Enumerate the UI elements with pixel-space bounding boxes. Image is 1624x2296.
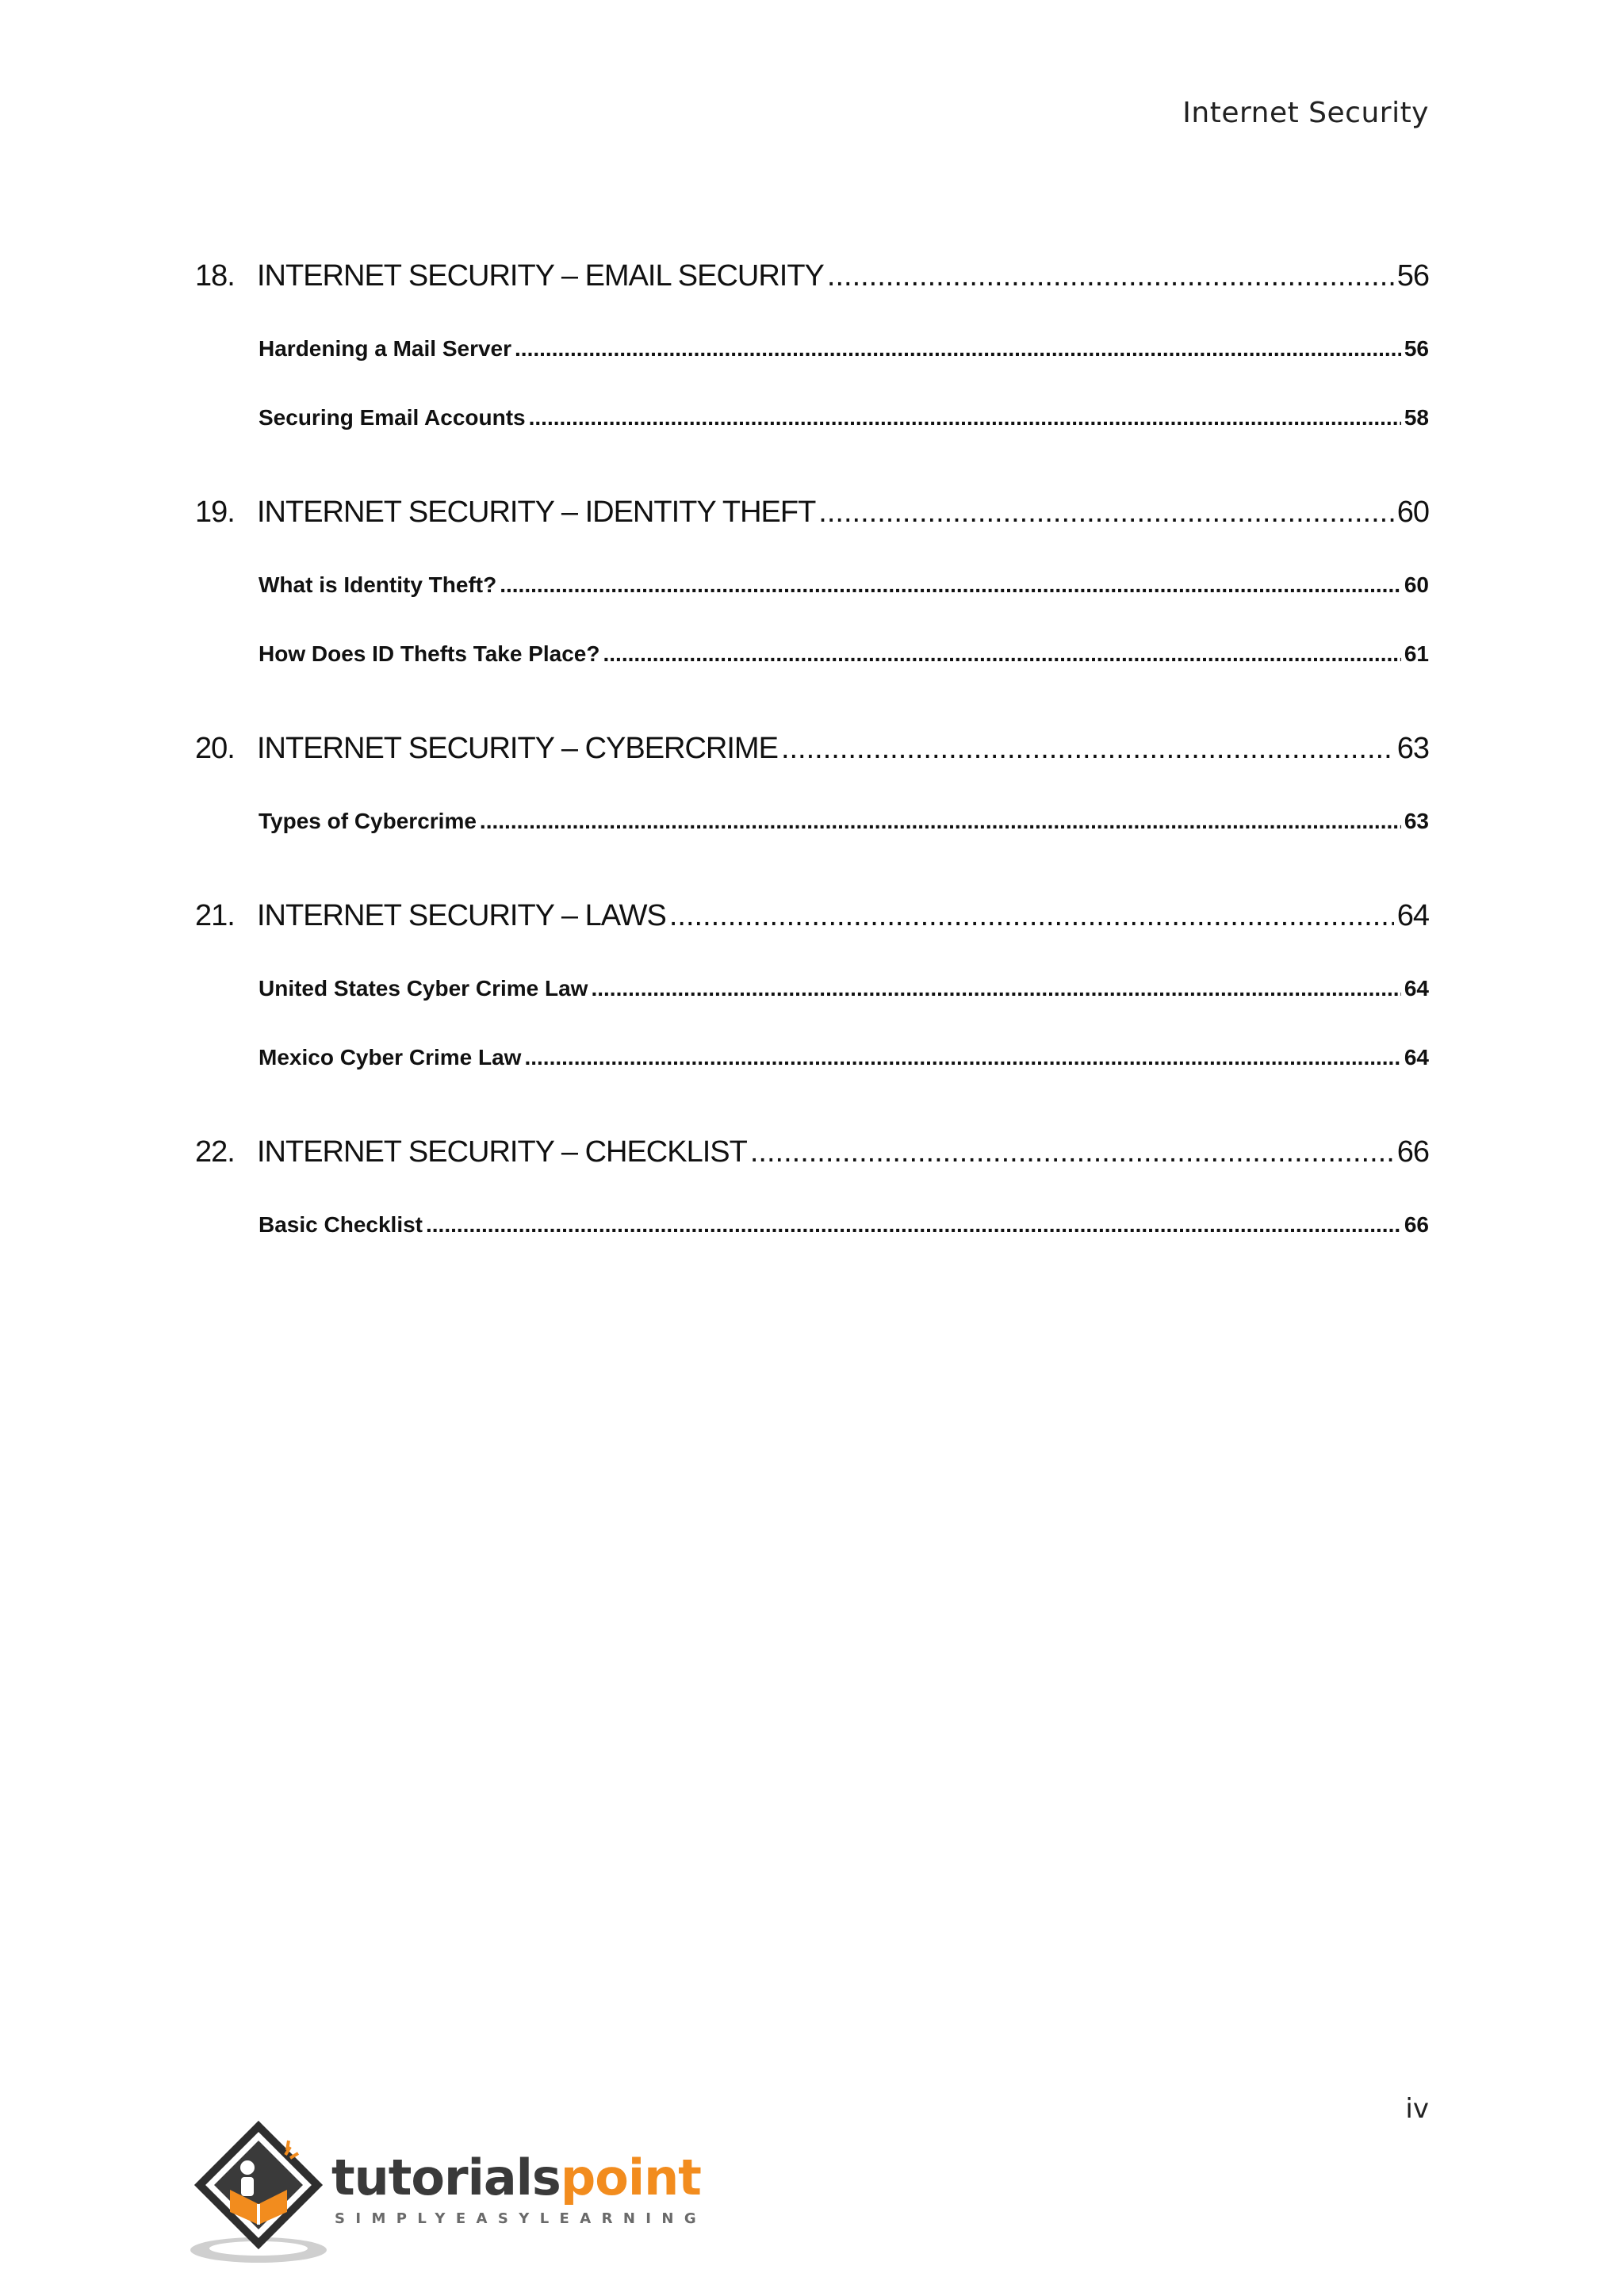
toc-chapter-entry[interactable] — [195, 1114, 1429, 1190]
dot-leader — [669, 878, 1394, 954]
dot-leader — [750, 1114, 1394, 1190]
chapter-page-number: 60 — [1396, 496, 1429, 529]
subentry-page-number: 60 — [1404, 572, 1429, 597]
chapter-number: 22. — [195, 1135, 235, 1169]
toc-subentry[interactable] — [195, 1190, 1429, 1259]
subentry-title: Mexico Cyber Crime Law — [259, 1045, 522, 1070]
toc-chapter-20 — [195, 710, 1429, 855]
subentry-title: Securing Email Accounts — [259, 405, 526, 430]
dot-leader — [426, 1190, 1401, 1259]
chapter-title: INTERNET SECURITY – LAWS — [257, 899, 666, 932]
chapter-title: INTERNET SECURITY – EMAIL SECURITY — [257, 259, 824, 293]
subentry-title: Hardening a Mail Server — [259, 336, 512, 361]
chapter-number: 21. — [195, 899, 235, 932]
toc-subentry[interactable] — [195, 550, 1429, 619]
dot-leader — [524, 1023, 1400, 1092]
dot-leader — [827, 238, 1394, 314]
dot-leader — [500, 550, 1401, 619]
chapter-page-number: 56 — [1396, 259, 1429, 293]
subentry-title: United States Cyber Crime Law — [259, 976, 588, 1001]
chapter-page-number: 64 — [1396, 899, 1429, 932]
running-header-title: Internet Security — [1182, 97, 1429, 129]
chapter-title: INTERNET SECURITY – CHECKLIST — [257, 1135, 747, 1169]
chapter-number: 19. — [195, 496, 235, 529]
page-number: iv — [1405, 2093, 1429, 2125]
toc-chapter-19 — [195, 474, 1429, 688]
dot-leader — [603, 619, 1401, 688]
toc-chapter-18 — [195, 238, 1429, 452]
toc-chapter-entry[interactable] — [195, 238, 1429, 314]
toc-chapter-entry[interactable] — [195, 710, 1429, 786]
subentry-page-number: 63 — [1404, 809, 1429, 833]
subentry-title: What is Identity Theft? — [259, 572, 497, 597]
toc-subentry[interactable] — [195, 954, 1429, 1023]
dot-leader — [818, 474, 1393, 550]
toc-chapter-21 — [195, 878, 1429, 1092]
toc-subentry[interactable] — [195, 619, 1429, 688]
chapter-number: 20. — [195, 732, 235, 765]
toc-chapter-22 — [195, 1114, 1429, 1259]
toc-subentry[interactable] — [195, 383, 1429, 452]
subentry-page-number: 64 — [1404, 976, 1429, 1001]
toc-chapter-entry[interactable] — [195, 878, 1429, 954]
subentry-title: Types of Cybercrime — [259, 809, 477, 833]
toc-subentry[interactable] — [195, 1023, 1429, 1092]
subentry-page-number: 61 — [1404, 641, 1429, 666]
chapter-page-number: 66 — [1396, 1135, 1429, 1169]
logo-wordmark — [331, 2149, 701, 2206]
toc-subentry[interactable] — [195, 786, 1429, 855]
dot-leader — [529, 383, 1401, 452]
chapter-page-number: 63 — [1396, 732, 1429, 765]
dot-leader — [781, 710, 1394, 786]
dot-leader — [480, 786, 1401, 855]
logo-text-main: tutorials — [331, 2149, 561, 2206]
chapter-title: INTERNET SECURITY – CYBERCRIME — [257, 732, 778, 765]
logo-tagline: SIMPLYEASYLEARNING — [335, 2210, 707, 2227]
chapter-title: INTERNET SECURITY – IDENTITY THEFT — [257, 496, 816, 529]
subentry-title: Basic Checklist — [259, 1212, 423, 1237]
toc-subentry[interactable] — [195, 314, 1429, 383]
subentry-title: How Does ID Thefts Take Place? — [259, 641, 600, 666]
tutorialspoint-logo — [190, 2117, 707, 2267]
logo-text-accent: point — [560, 2149, 701, 2206]
table-of-contents — [195, 238, 1429, 1281]
subentry-page-number: 58 — [1404, 405, 1429, 430]
subentry-page-number: 56 — [1404, 336, 1429, 361]
dot-leader — [515, 314, 1401, 383]
dot-leader — [591, 954, 1400, 1023]
chapter-number: 18. — [195, 259, 235, 293]
toc-chapter-entry[interactable] — [195, 474, 1429, 550]
subentry-page-number: 66 — [1404, 1212, 1429, 1237]
subentry-page-number: 64 — [1404, 1045, 1429, 1070]
